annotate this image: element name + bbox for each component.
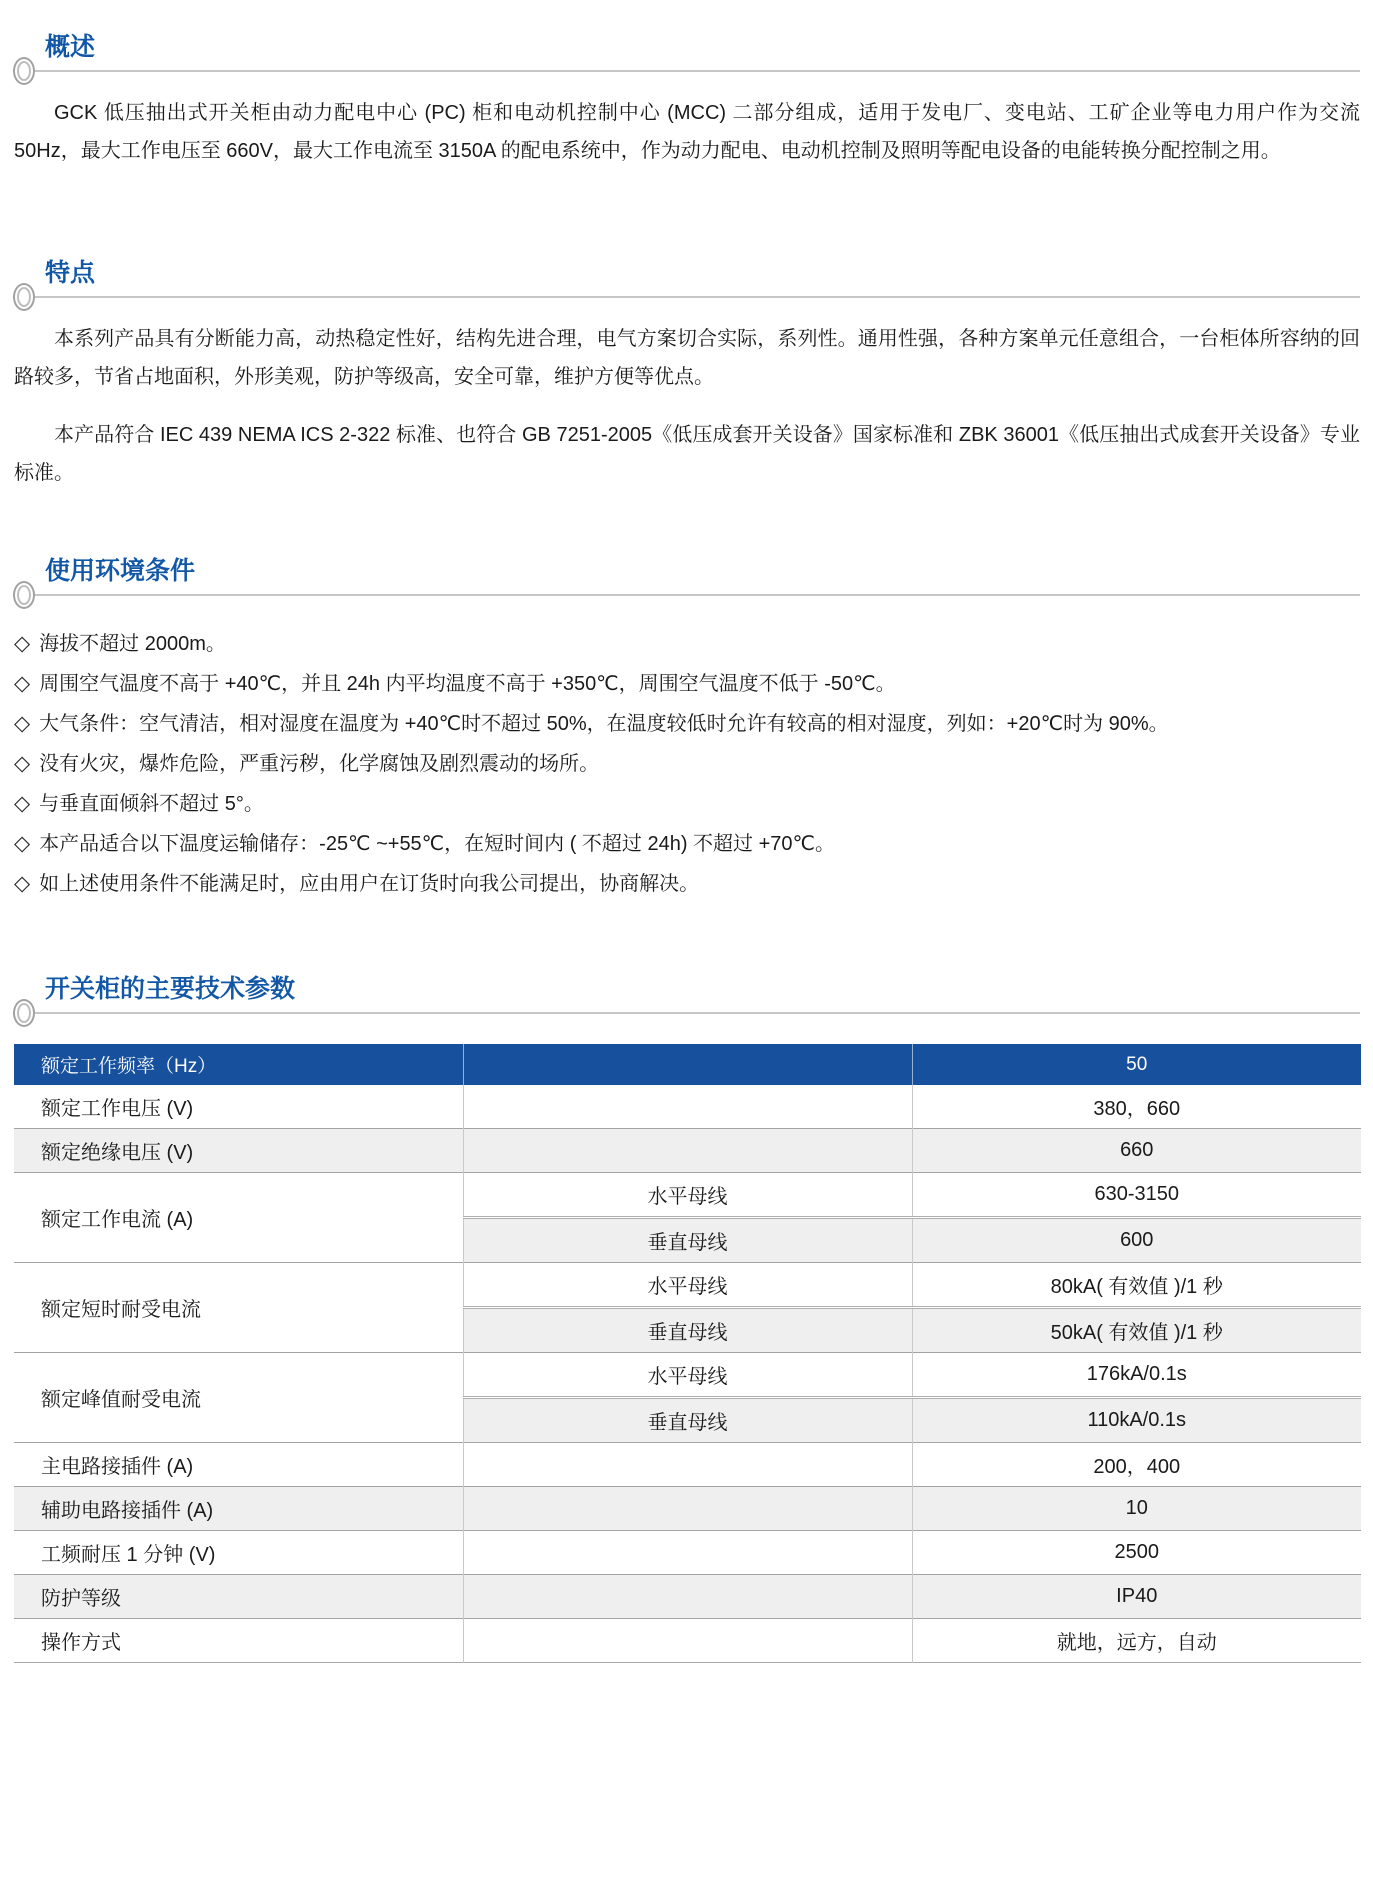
list-item bbox=[14, 824, 1360, 864]
busbar-type-cell bbox=[463, 1531, 912, 1575]
param-value-cell: 630-3150 bbox=[912, 1173, 1361, 1218]
list-item bbox=[14, 744, 1360, 784]
section-title: 使用环境条件 bbox=[45, 557, 196, 585]
diamond-bullet-icon: ◇ bbox=[14, 872, 31, 895]
diamond-bullet-icon: ◇ bbox=[14, 752, 31, 775]
param-value-cell: 2500 bbox=[912, 1531, 1361, 1575]
list-item bbox=[14, 704, 1360, 744]
param-name-cell: 额定峰值耐受电流 bbox=[14, 1353, 463, 1443]
busbar-type-cell: 垂直母线 bbox=[463, 1308, 912, 1353]
technical-parameters-table bbox=[14, 1044, 1361, 1663]
param-value-cell: 110kA/0.1s bbox=[912, 1398, 1361, 1443]
section-rule bbox=[13, 296, 1360, 298]
param-value-cell: 就地，远方，自动 bbox=[912, 1619, 1361, 1663]
table-row bbox=[14, 1443, 1361, 1487]
param-name-cell: 额定绝缘电压 (V) bbox=[14, 1129, 463, 1173]
param-value-cell: 200，400 bbox=[912, 1443, 1361, 1487]
param-name-cell: 主电路接插件 (A) bbox=[14, 1443, 463, 1487]
section-title: 概述 bbox=[45, 33, 96, 61]
header-cell-parameter: 额定工作频率（Hz） bbox=[14, 1044, 463, 1085]
params-table-body bbox=[14, 1085, 1361, 1663]
table-row bbox=[14, 1129, 1361, 1173]
list-item bbox=[14, 624, 1360, 664]
busbar-type-cell bbox=[463, 1619, 912, 1663]
table-row bbox=[14, 1531, 1361, 1575]
busbar-type-cell bbox=[463, 1085, 912, 1129]
table-row bbox=[14, 1263, 1361, 1308]
param-name-cell: 工频耐压 1 分钟 (V) bbox=[14, 1531, 463, 1575]
param-value-cell: IP40 bbox=[912, 1575, 1361, 1619]
busbar-type-cell: 水平母线 bbox=[463, 1173, 912, 1218]
table-row bbox=[14, 1487, 1361, 1531]
table-row bbox=[14, 1619, 1361, 1663]
condition-text: 海拔不超过 2000m。 bbox=[39, 633, 226, 655]
busbar-type-cell bbox=[463, 1443, 912, 1487]
section-rule bbox=[13, 70, 1360, 72]
param-name-cell: 额定短时耐受电流 bbox=[14, 1263, 463, 1353]
diamond-bullet-icon: ◇ bbox=[14, 792, 31, 815]
section-title: 特点 bbox=[45, 259, 96, 287]
busbar-type-cell: 水平母线 bbox=[463, 1263, 912, 1308]
section-marker-icon bbox=[13, 283, 35, 311]
table-row bbox=[14, 1353, 1361, 1398]
condition-text: 周围空气温度不高于 +40℃，并且 24h 内平均温度不高于 +350℃，周围空气温度不低于 -50℃。 bbox=[39, 673, 896, 695]
param-value-cell: 600 bbox=[912, 1218, 1361, 1263]
param-name-cell: 操作方式 bbox=[14, 1619, 463, 1663]
list-item bbox=[14, 784, 1360, 824]
header-cell-busbar bbox=[463, 1044, 912, 1085]
table-header-row bbox=[14, 1044, 1361, 1085]
section-marker-icon bbox=[13, 57, 35, 85]
param-value-cell: 50kA( 有效值 )/1 秒 bbox=[912, 1308, 1361, 1353]
param-name-cell: 额定工作电流 (A) bbox=[14, 1173, 463, 1263]
section-marker-icon bbox=[13, 581, 35, 609]
param-value-cell: 660 bbox=[912, 1129, 1361, 1173]
busbar-type-cell bbox=[463, 1129, 912, 1173]
features-paragraph-2: 本产品符合 IEC 439 NEMA ICS 2-322 标准、也符合 GB 7251-2005《低压成套开关设备》国家标准和 ZBK 36001《低压抽出式成套开关设备》专业标准。 bbox=[14, 424, 1360, 484]
list-item bbox=[14, 664, 1360, 704]
param-name-cell: 防护等级 bbox=[14, 1575, 463, 1619]
param-value-cell: 80kA( 有效值 )/1 秒 bbox=[912, 1263, 1361, 1308]
section-environment-header bbox=[13, 554, 1360, 596]
condition-text: 与垂直面倾斜不超过 5°。 bbox=[39, 793, 264, 815]
section-parameters-header bbox=[13, 972, 1360, 1014]
condition-text: 没有火灾，爆炸危险，严重污秽，化学腐蚀及剧烈震动的场所。 bbox=[39, 753, 600, 775]
diamond-bullet-icon: ◇ bbox=[14, 632, 31, 655]
param-name-cell: 辅助电路接插件 (A) bbox=[14, 1487, 463, 1531]
table-row bbox=[14, 1173, 1361, 1218]
busbar-type-cell bbox=[463, 1575, 912, 1619]
busbar-type-cell bbox=[463, 1487, 912, 1531]
busbar-type-cell: 垂直母线 bbox=[463, 1218, 912, 1263]
document-page bbox=[0, 30, 1373, 1663]
diamond-bullet-icon: ◇ bbox=[14, 712, 31, 735]
diamond-bullet-icon: ◇ bbox=[14, 832, 31, 855]
section-marker-icon bbox=[13, 999, 35, 1027]
table-row bbox=[14, 1575, 1361, 1619]
header-cell-value: 50 bbox=[912, 1044, 1361, 1085]
section-rule bbox=[13, 1012, 1360, 1014]
environment-conditions-list bbox=[14, 624, 1360, 904]
list-item bbox=[14, 864, 1360, 904]
condition-text: 大气条件：空气清洁，相对湿度在温度为 +40℃时不超过 50%，在温度较低时允许有较高的相对湿度，列如：+20℃时为 90%。 bbox=[39, 713, 1169, 735]
table-row bbox=[14, 1085, 1361, 1129]
param-value-cell: 10 bbox=[912, 1487, 1361, 1531]
busbar-type-cell: 水平母线 bbox=[463, 1353, 912, 1398]
overview-paragraph: GCK 低压抽出式开关柜由动力配电中心 (PC) 柜和电动机控制中心 (MCC) 二部分组成，适用于发电厂、变电站、工矿企业等电力用户作为交流 50Hz，最大工作电压至 660V，最大工作电流至 3150A 的配电系统中，作为动力配电、电动机控制及照明等配电设备的电能转换分配控制之用。 bbox=[14, 102, 1360, 162]
section-overview-header bbox=[13, 30, 1360, 72]
section-features-header bbox=[13, 256, 1360, 298]
busbar-type-cell: 垂直母线 bbox=[463, 1398, 912, 1443]
section-title: 开关柜的主要技术参数 bbox=[45, 975, 296, 1003]
param-value-cell: 176kA/0.1s bbox=[912, 1353, 1361, 1398]
condition-text: 本产品适合以下温度运输储存：-25℃ ~+55℃，在短时间内 ( 不超过 24h) 不超过 +70℃。 bbox=[39, 833, 836, 855]
condition-text: 如上述使用条件不能满足时，应由用户在订货时向我公司提出，协商解决。 bbox=[39, 873, 700, 895]
param-name-cell: 额定工作电压 (V) bbox=[14, 1085, 463, 1129]
diamond-bullet-icon: ◇ bbox=[14, 672, 31, 695]
param-value-cell: 380，660 bbox=[912, 1085, 1361, 1129]
section-rule bbox=[13, 594, 1360, 596]
features-paragraph-1: 本系列产品具有分断能力高，动热稳定性好，结构先进合理，电气方案切合实际，系列性。通用性强，各种方案单元任意组合，一台柜体所容纳的回路较多，节省占地面积，外形美观，防护等级高，安全可靠，维护方便等优点。 bbox=[14, 328, 1360, 388]
